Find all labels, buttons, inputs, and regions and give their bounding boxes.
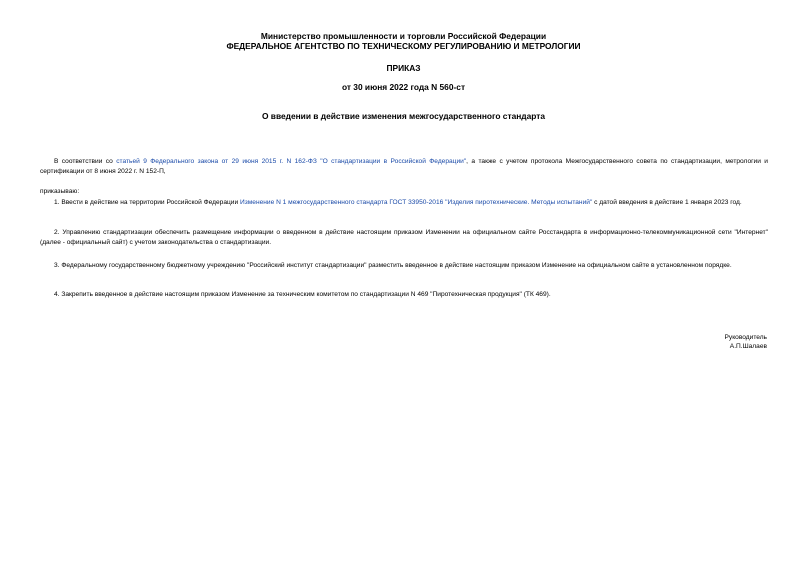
document-subject: О введении в действие изменения межгосударственного стандарта <box>261 111 546 121</box>
item-1-paragraph <box>40 198 768 208</box>
intro-paragraph <box>40 157 768 177</box>
item-3-text: 3. Федеральному государственному бюджетному учреждению "Российский институт стандартизации" разместить введенное в действие настоящим приказом Изменение на официальном сайте в установленном порядке. <box>54 262 732 269</box>
item-2-paragraph <box>40 228 768 248</box>
item-1-suffix: с датой введения в действие 1 января 2023 год. <box>592 199 742 206</box>
intro-suffix: , а также с учетом протокола Межгосударственного совета по стандартизации, метрологии и сертификации от 8 июня 2022 г. N 152-П, <box>40 158 768 175</box>
law-article-link[interactable]: статьей 9 Федерального закона от 29 июня 2015 г. N 162-ФЗ "О стандартизации в Российской Федерации" <box>116 158 467 165</box>
signatory-title: Руководитель <box>724 334 767 341</box>
item-1-prefix: 1. Ввести в действие на территории Российской Федерации <box>54 199 240 206</box>
document-type: ПРИКАЗ <box>386 63 421 73</box>
signatory-name: А.П.Шалаев <box>729 343 767 350</box>
agency-name: ФЕДЕРАЛЬНОЕ АГЕНТСТВО ПО ТЕХНИЧЕСКОМУ РЕГУЛИРОВАНИЮ И МЕТРОЛОГИИ <box>226 41 581 51</box>
item-3-paragraph <box>40 261 768 271</box>
ministry-name: Министерство промышленности и торговли Российской Федерации <box>260 31 547 41</box>
document-date-number: от 30 июня 2022 года N 560-ст <box>341 82 466 92</box>
decree-word: приказываю: <box>40 188 80 195</box>
standard-amendment-link[interactable]: Изменение N 1 межгосударственного стандарта ГОСТ 33950-2016 "Изделия пиротехнические. Методы испытаний" <box>239 199 593 206</box>
intro-prefix: В соответствии со <box>54 158 117 165</box>
item-4-paragraph <box>40 290 768 300</box>
item-2-text: 2. Управлению стандартизации обеспечить размещение информации о введенном в действие настоящим приказом Изменении на официальном сайте Росстандарта в информационно-телекоммуникационной сети "Интернет" (далее - официальный сайт) с учетом законодательства о стандартизации. <box>40 229 768 246</box>
item-4-text: 4. Закрепить введенное в действие настоящим приказом Изменение за техническим комитетом по стандартизации N 469 "Пиротехническая продукция" (ТК 469). <box>54 291 551 298</box>
